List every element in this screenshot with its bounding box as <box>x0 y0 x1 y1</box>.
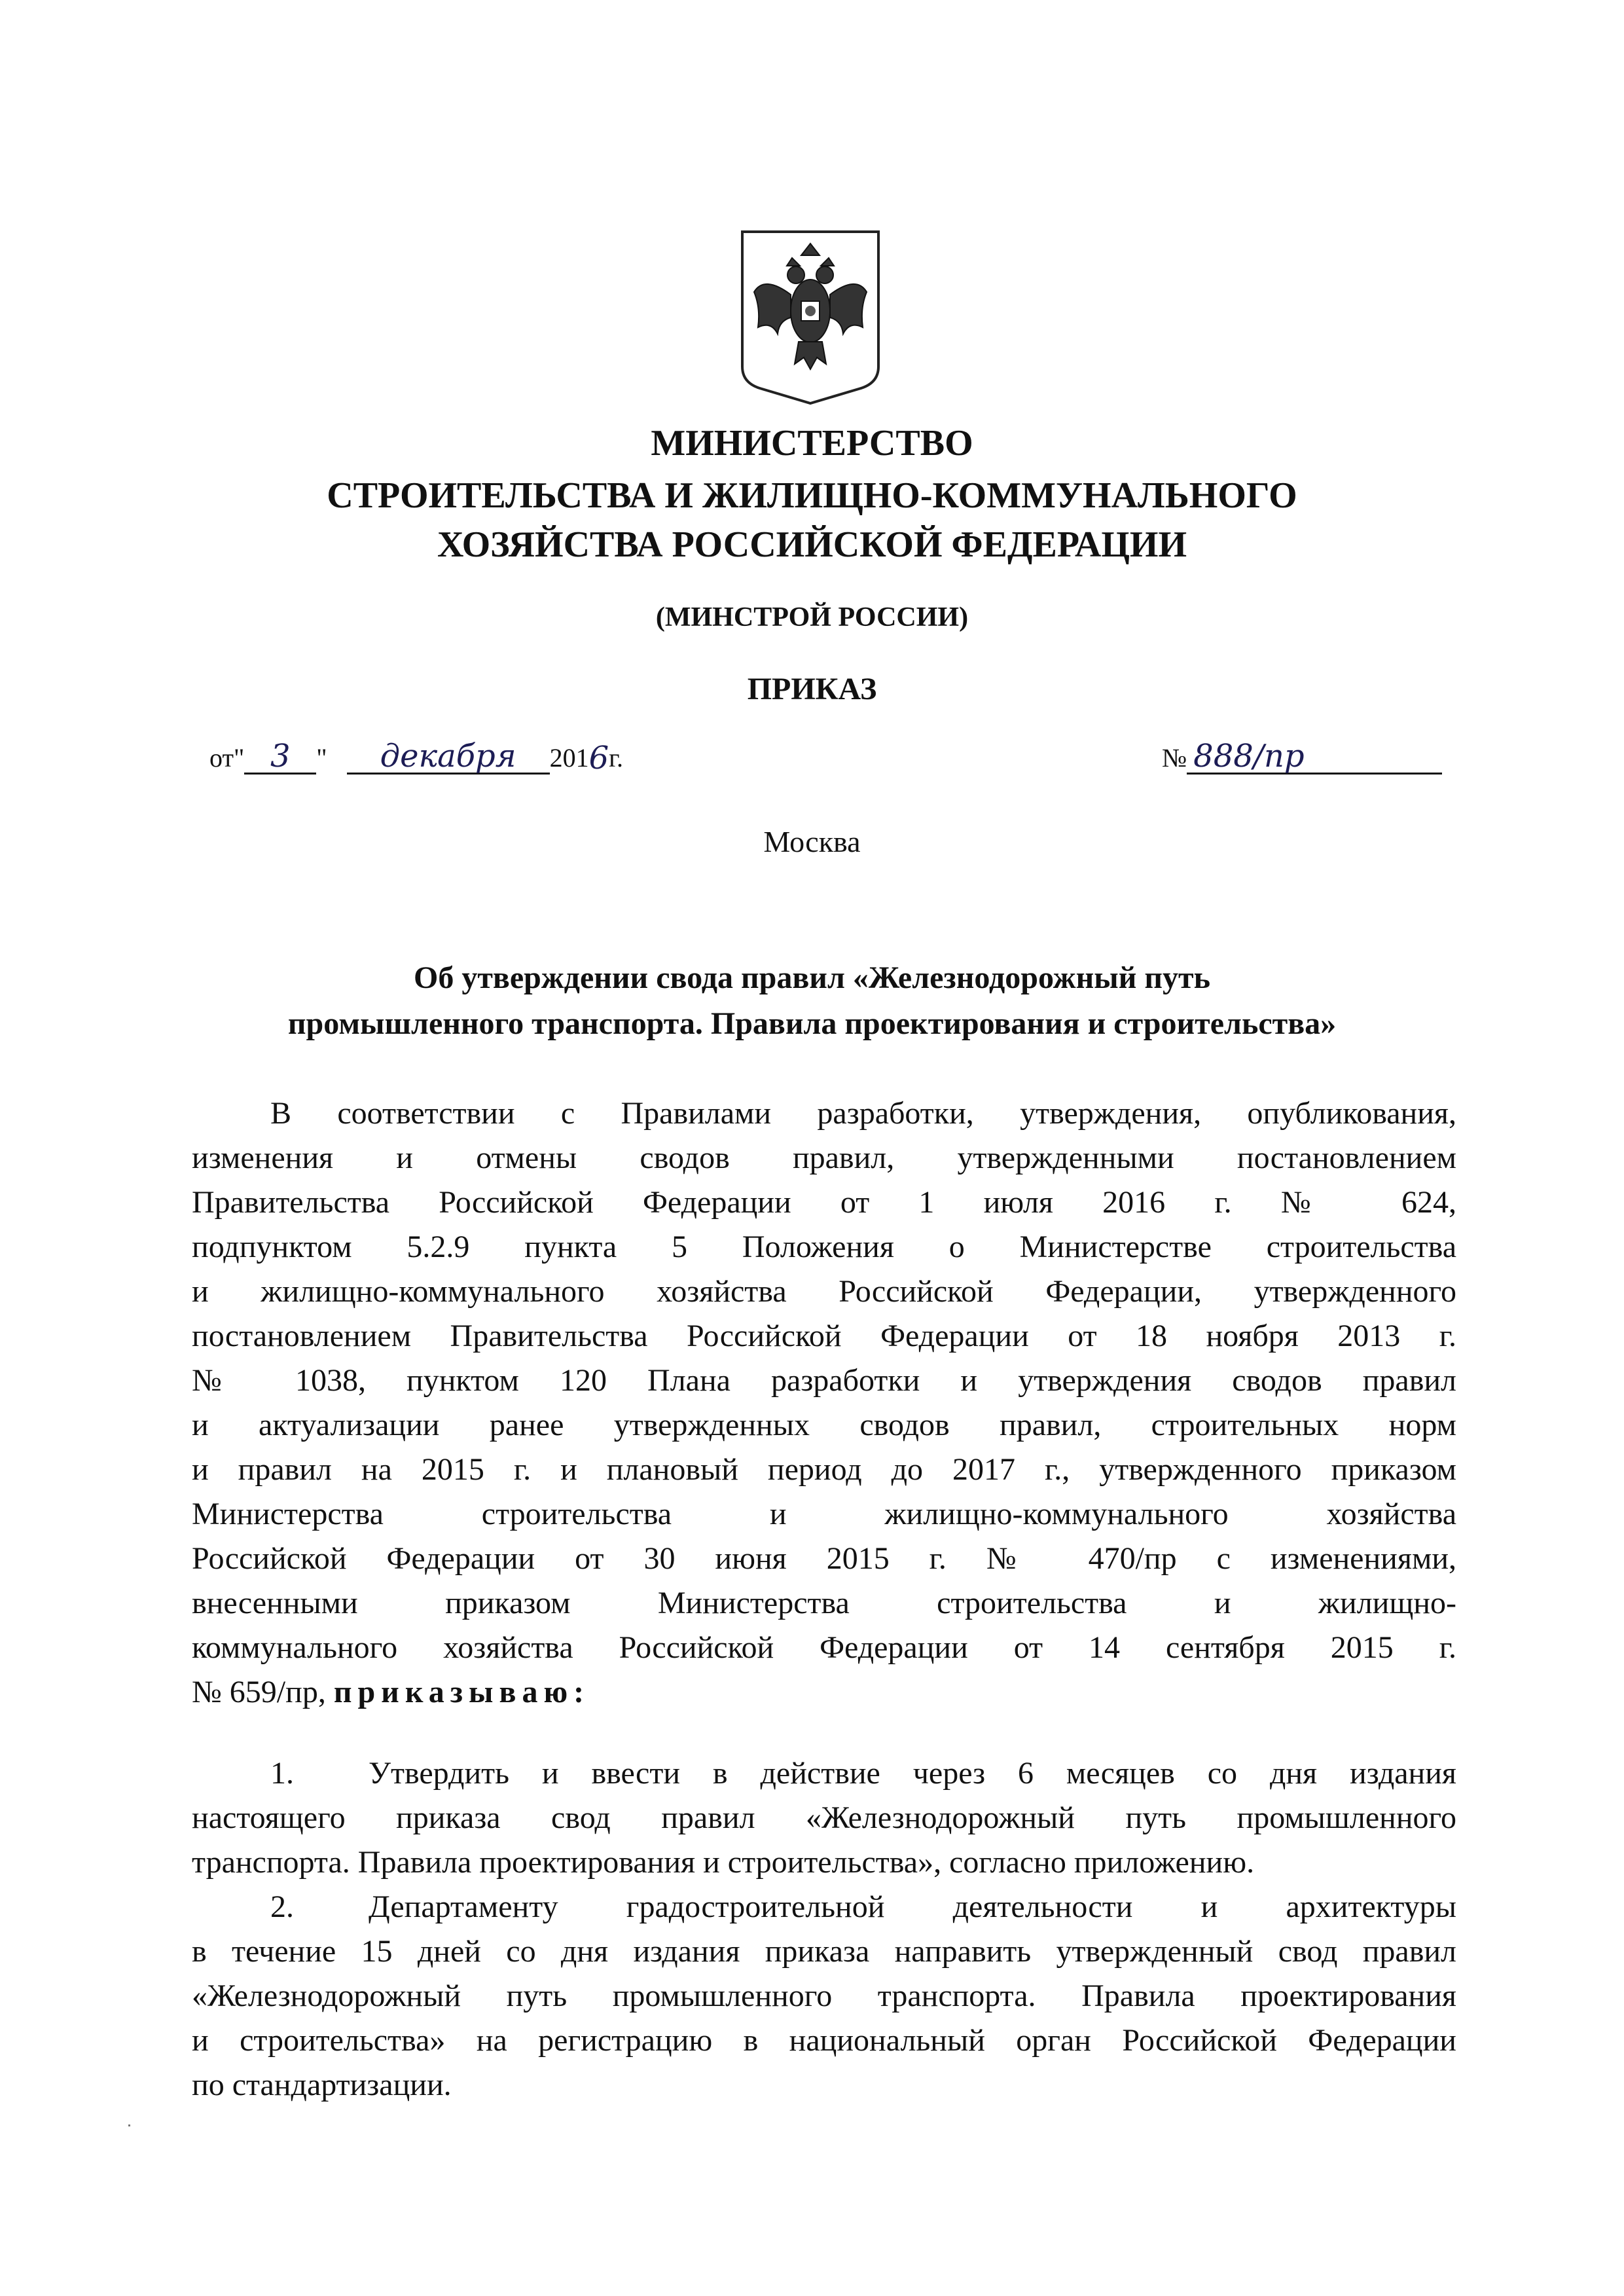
preamble-line: № 1038, пунктом 120 Плана разработки и утверждения сводов правил <box>192 1363 1456 1398</box>
preamble-line: Российской Федерации от 30 июня 2015 г. № 470/пр с изменениями, <box>192 1541 1456 1576</box>
preamble-line: изменения и отмены сводов правил, утвержденными постановлением <box>192 1140 1456 1175</box>
item-2-first-line-text: Департаменту градостроительной деятельности и архитектуры <box>369 1889 1456 1924</box>
preamble-line: подпунктом 5.2.9 пункта 5 Положения о Министерстве строительства <box>192 1230 1456 1264</box>
ministry-name-line-1: МИНИСТЕРСТВО <box>651 423 973 464</box>
item-1-line: транспорта. Правила проектирования и строительства», согласно приложению. <box>192 1845 1255 1880</box>
date-year-prefix: 201 <box>549 743 589 773</box>
ministry-name-line-3: ХОЗЯЙСТВА РОССИЙСКОЙ ФЕДЕРАЦИИ <box>437 524 1187 565</box>
item-1-first-line <box>270 1755 1456 1793</box>
item-2-first-line <box>270 1888 1456 1926</box>
number-field <box>1187 740 1442 774</box>
preamble-line: Министерства строительства и жилищно-коммунального хозяйства <box>192 1497 1456 1531</box>
preamble-line: и правил на 2015 г. и плановый период до 2017 г., утвержденного приказом <box>192 1452 1456 1487</box>
order-number <box>1162 740 1442 774</box>
ministry-abbreviation: (МИНСТРОЙ РОССИИ) <box>655 602 969 632</box>
preamble-line: и жилищно-коммунального хозяйства Российской Федерации, утвержденного <box>192 1274 1456 1309</box>
scan-speck <box>128 2124 130 2126</box>
date-year-handwritten: 6 <box>588 740 609 776</box>
preamble-line: В соответствии с Правилами разработки, утверждения, опубликования, <box>270 1096 1456 1131</box>
item-1-number: 1. <box>270 1756 294 1791</box>
number-prefix: № <box>1162 743 1187 773</box>
date-month-handwritten: декабря <box>380 738 516 774</box>
item-2-line: по стандартизации. <box>192 2068 452 2102</box>
item-2-line: «Железнодорожный путь промышленного транспорта. Правила проектирования <box>192 1978 1456 2013</box>
preamble-last-line-start: № 659/пр, <box>192 1675 326 1709</box>
item-2-line: в течение 15 дней со дня издания приказа направить утвержденный свод правил <box>192 1934 1456 1969</box>
city: Москва <box>763 825 861 858</box>
date-prefix: от <box>209 743 234 773</box>
preamble-line: коммунального хозяйства Российской Федерации от 14 сентября 2015 г. <box>192 1630 1456 1665</box>
order-title-line-1: Об утверждении свода правил «Железнодорожный путь <box>414 960 1210 995</box>
date-month-field <box>347 740 550 774</box>
preamble-line: внесенными приказом Министерства строительства и жилищно- <box>192 1586 1456 1620</box>
document-type: ПРИКАЗ <box>747 672 877 706</box>
date-day-handwritten: 3 <box>270 738 291 774</box>
order-word: приказываю: <box>333 1675 590 1709</box>
date-quote-open: " <box>233 743 245 773</box>
preamble-last-line <box>192 1673 1456 1711</box>
item-2-line: и строительства» на регистрацию в национальный орган Российской Федерации <box>192 2023 1456 2058</box>
coat-of-arms-emblem <box>738 229 882 406</box>
preamble-line: и актуализации ранее утвержденных сводов правил, строительных норм <box>192 1408 1456 1442</box>
date-quote-close: " <box>316 743 327 773</box>
order-title-line-2: промышленного транспорта. Правила проектирования и строительства» <box>287 1006 1337 1041</box>
order-date <box>209 740 623 774</box>
date-year-end: г. <box>609 743 624 773</box>
preamble-line: Правительства Российской Федерации от 1 июля 2016 г. № 624, <box>192 1185 1456 1220</box>
item-2-number: 2. <box>270 1889 294 1924</box>
item-1-first-line-text: Утвердить и ввести в действие через 6 месяцев со дня издания <box>369 1756 1456 1791</box>
preamble-line: постановлением Правительства Российской Федерации от 18 ноября 2013 г. <box>192 1319 1456 1353</box>
ministry-name-line-2: СТРОИТЕЛЬСТВА И ЖИЛИЩНО-КОММУНАЛЬНОГО <box>327 475 1297 516</box>
date-day-field <box>244 740 316 774</box>
item-1-line: настоящего приказа свод правил «Железнодорожный путь промышленного <box>192 1800 1456 1835</box>
number-handwritten: 888/пр <box>1193 738 1305 774</box>
